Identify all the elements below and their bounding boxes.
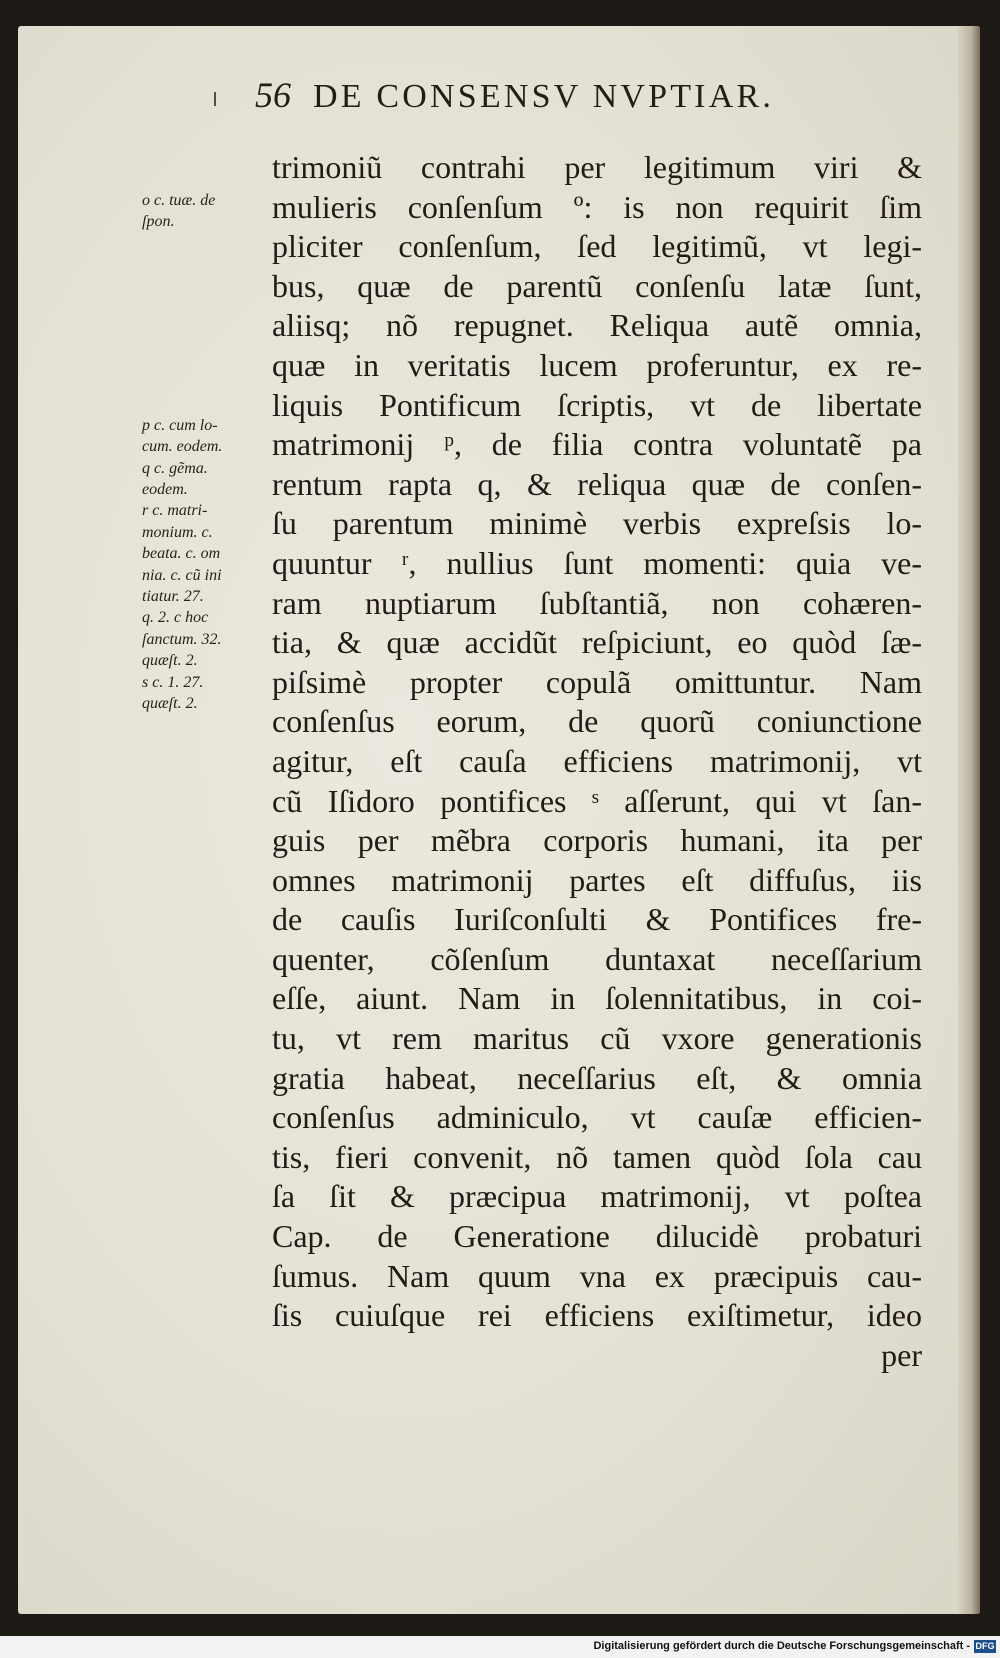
- marginal-note-line: beata. c. om: [142, 545, 221, 563]
- footer-credit: Digitalisierung gefördert durch die Deutsche Forschungsgemeinschaft -: [593, 1640, 970, 1652]
- text-line: trimoniũ contrahi per legitimum viri &: [272, 149, 922, 185]
- text-line: quenter, cõſenſum duntaxat neceſſarium: [272, 940, 922, 977]
- running-header: [255, 74, 875, 124]
- text-line: eſſe, aiunt. Nam in ſolennitatibus, in coi-: [272, 980, 922, 1017]
- text-line: piſsimè propter copulã omittuntur. Nam: [272, 663, 922, 700]
- text-line: agitur, eſt cauſa efficiens matrimonij, vt: [272, 742, 922, 779]
- body-text: [272, 148, 922, 1375]
- marginal-note-line: ſanctum. 32.: [142, 630, 222, 648]
- marginal-note-line: q. 2. c hoc: [142, 609, 209, 627]
- text-line: tu, vt rem maritus cũ vxore generationis: [272, 1020, 922, 1057]
- marginal-note-line: ſpon.: [142, 213, 175, 231]
- marginal-note-o: [142, 190, 270, 233]
- marginal-note-line: s c. 1. 27.: [142, 673, 204, 691]
- marginal-note-line: r c. matri-: [142, 502, 208, 520]
- text-line: per: [881, 1336, 922, 1373]
- page-number: 56: [255, 75, 291, 115]
- marginal-note-line: nia. c. cũ ini: [142, 566, 222, 584]
- text-line: mulieris conſenſum º: is non requirit ſim: [272, 188, 922, 225]
- marginal-note-line: o c. tuæ. de: [142, 192, 216, 209]
- marginal-note-line: p c. cum lo-: [142, 416, 218, 434]
- text-line: liquis Pontificum ſcriptis, vt de libertate: [272, 386, 922, 423]
- marginal-note-line: monium. c.: [142, 523, 213, 541]
- text-line: omnes matrimonij partes eſt diffuſus, iis: [272, 861, 922, 898]
- text-line: gratia habeat, neceſſarius eſt, & omnia: [272, 1059, 922, 1096]
- ink-speck: [214, 92, 216, 106]
- marginal-note-line: quæſt. 2.: [142, 695, 198, 713]
- text-line: ſumus. Nam quum vna ex præcipuis cau-: [272, 1257, 922, 1294]
- text-line: conſenſus eorum, de quorũ coniunctione: [272, 703, 922, 740]
- marginal-note-line: quæſt. 2.: [142, 652, 198, 670]
- text-line: Cap. de Generatione dilucidè probaturi: [272, 1218, 922, 1255]
- marginal-notes: [142, 190, 270, 715]
- marginal-note-line: cum. eodem.: [142, 438, 223, 456]
- marginal-notes-p-s: [142, 415, 270, 715]
- text-line: cũ Iſidoro pontifices ˢ aſſerunt, qui vt ſan-: [272, 782, 922, 819]
- text-line: ſa ſit & præcipua matrimonij, vt poſtea: [272, 1178, 922, 1215]
- text-line: pliciter conſenſum, ſed legitimũ, vt legi-: [272, 228, 922, 265]
- text-line: rentum rapta q, & reliqua quæ de conſen-: [272, 465, 922, 502]
- page-edge: [958, 26, 980, 1614]
- text-line: aliisq; nõ repugnet. Reliqua autẽ omnia,: [272, 307, 922, 344]
- text-line: bus, quæ de parentũ conſenſu latæ ſunt,: [272, 267, 922, 304]
- dfg-logo: DFG: [975, 1641, 995, 1651]
- text-line: ram nuptiarum ſubſtantiã, non cohæren-: [272, 584, 922, 621]
- text-line: conſenſus adminiculo, vt cauſæ efficien-: [272, 1099, 922, 1136]
- text-line: quuntur ʳ, nullius ſunt momenti: quia ve-: [272, 544, 922, 581]
- text-line: tia, & quæ accidũt reſpiciunt, eo quòd ſæ-: [272, 624, 922, 661]
- text-line: guis per mẽbra corporis humani, ita per: [272, 822, 922, 859]
- marginal-note-line: eodem.: [142, 481, 188, 499]
- marginal-note-line: tiatur. 27.: [142, 588, 204, 606]
- running-title: DE CONSENSV NVPTIAR.: [313, 78, 775, 115]
- text-line: tis, fieri convenit, nõ tamen quòd ſola cau: [272, 1138, 922, 1175]
- text-line: matrimonij ᵖ, de filia contra voluntatẽ pa: [272, 426, 922, 463]
- text-line: quæ in veritatis lucem proferuntur, ex re-: [272, 346, 922, 383]
- text-line: de cauſis Iuriſconſulti & Pontifices fre-: [272, 901, 922, 938]
- text-line: ſu parentum minimè verbis expreſsis lo-: [272, 505, 922, 542]
- marginal-note-line: q c. gẽma.: [142, 459, 208, 477]
- text-line: ſis cuiuſque rei efficiens exiſtimetur, ideo: [272, 1297, 922, 1334]
